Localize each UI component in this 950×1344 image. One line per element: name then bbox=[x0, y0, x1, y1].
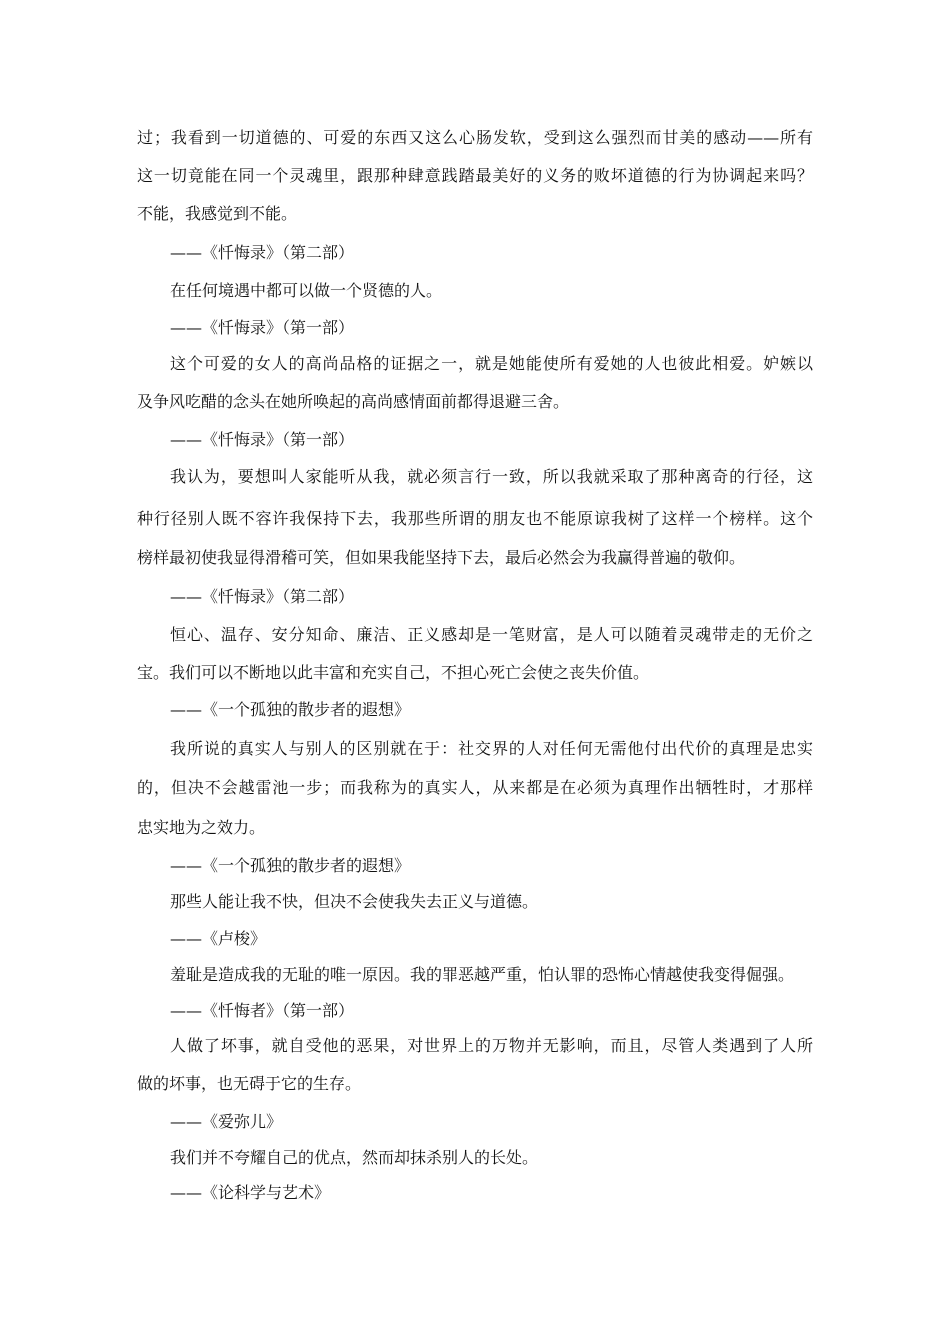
paragraph-line: 我所说的真实人与别人的区别就在于：社交界的人对任何无需他付出代价的真理是忠实 bbox=[170, 739, 813, 758]
source-citation: ——《一个孤独的散步者的遐想》 bbox=[170, 856, 411, 875]
source-citation: ——《论科学与艺术》 bbox=[170, 1183, 331, 1202]
paragraph-line: 做的坏事，也无碍于它的生存。 bbox=[137, 1074, 362, 1093]
source-citation: ——《忏悔录》（第一部） bbox=[170, 430, 355, 449]
paragraph-line: 恒心、温存、安分知命、廉洁、正义感却是一笔财富，是人可以随着灵魂带走的无价之 bbox=[170, 625, 813, 644]
source-citation: ——《忏悔录》（第二部） bbox=[170, 587, 355, 606]
source-citation: ——《忏悔录》（第二部） bbox=[170, 243, 355, 262]
paragraph-line: 人做了坏事，就自受他的恶果，对世界上的万物并无影响，而且，尽管人类遇到了人所 bbox=[170, 1036, 813, 1055]
paragraph-line: 这个可爱的女人的高尚品格的证据之一，就是她能使所有爱她的人也彼此相爱。妒嫉以 bbox=[170, 354, 813, 373]
paragraph-line: 忠实地为之效力。 bbox=[137, 818, 266, 837]
paragraph-line: 那些人能让我不快，但决不会使我失去正义与道德。 bbox=[170, 892, 539, 911]
paragraph-line: 种行径别人既不容许我保持下去，我那些所谓的朋友也不能原谅我树了这样一个榜样。这个 bbox=[137, 509, 813, 528]
source-citation: ——《忏悔者》（第一部） bbox=[170, 1001, 355, 1020]
paragraph-line: 不能，我感觉到不能。 bbox=[137, 204, 298, 223]
paragraph-line: 及争风吃醋的念头在她所唤起的高尚感情面前都得退避三舍。 bbox=[137, 392, 570, 411]
source-citation: ——《忏悔录》（第一部） bbox=[170, 318, 355, 337]
source-citation: ——《一个孤独的散步者的遐想》 bbox=[170, 700, 411, 719]
paragraph-line: 在任何境遇中都可以做一个贤德的人。 bbox=[170, 281, 443, 300]
paragraph-line: 我认为，要想叫人家能听从我，就必须言行一致，所以我就采取了那种离奇的行径，这 bbox=[170, 467, 813, 486]
paragraph-line: 我们并不夸耀自己的优点，然而却抹杀别人的长处。 bbox=[170, 1148, 539, 1167]
paragraph-line: 羞耻是造成我的无耻的唯一原因。我的罪恶越严重，怕认罪的恐怖心情越使我变得倔强。 bbox=[170, 965, 795, 984]
source-citation: ——《爱弥儿》 bbox=[170, 1112, 283, 1131]
paragraph-line: 榜样最初使我显得滑稽可笑，但如果我能坚持下去，最后必然会为我赢得普遍的敬仰。 bbox=[137, 548, 746, 567]
paragraph-line: 宝。我们可以不断地以此丰富和充实自己，不担心死亡会使之丧失价值。 bbox=[137, 663, 650, 682]
paragraph-line: 的，但决不会越雷池一步；而我称为的真实人，从来都是在必须为真理作出牺牲时，才那样 bbox=[137, 778, 813, 797]
paragraph-line: 过；我看到一切道德的、可爱的东西又这么心肠发软，受到这么强烈而甘美的感动——所有 bbox=[137, 128, 813, 147]
paragraph-line: 这一切竟能在同一个灵魂里，跟那种肆意践踏最美好的义务的败坏道德的行为协调起来吗？ bbox=[137, 166, 813, 185]
source-citation: ——《卢梭》 bbox=[170, 929, 267, 948]
